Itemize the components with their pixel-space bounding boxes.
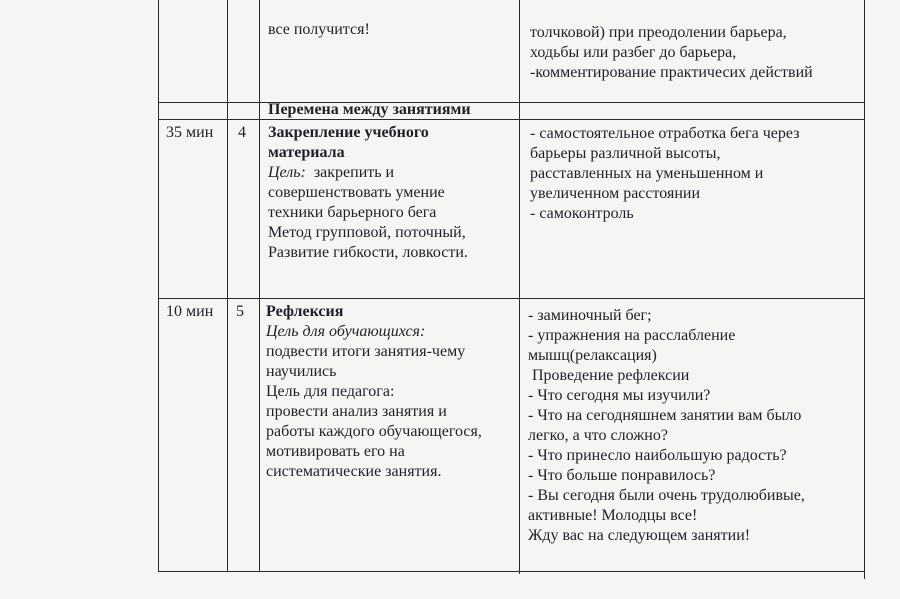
row5-time-text: 10 мин [166, 303, 214, 320]
activity-line: барьеры различной высоты, [530, 145, 721, 162]
table-border-row1 [158, 102, 865, 103]
row5-content-line: научились [266, 363, 337, 380]
table-border-col2 [259, 0, 260, 572]
row4-content-line: совершенствовать умение [268, 184, 445, 201]
row4-time [166, 123, 213, 143]
table-border-col3 [519, 0, 520, 574]
row4-activity-cell [530, 124, 800, 224]
activity-line: активные! Молодцы все! [528, 507, 698, 524]
activity-line: толчковой) при преодолении барьера, [530, 24, 787, 41]
row5-content-line: подвести итоги занятия-чему [266, 343, 466, 360]
activity-line: - Что принесло наибольшую радость? [528, 447, 787, 464]
row5-content-line: работы каждого обучающегося, [266, 423, 482, 440]
row4-number-text: 4 [238, 124, 246, 141]
row5-activity-cell [528, 306, 805, 546]
activity-line: - заминочный бег; [528, 307, 652, 324]
row4-content-line: Развитие гибкости, ловкости. [268, 244, 468, 261]
activity-line: - самоконтроль [530, 205, 634, 222]
activity-line: легко, а что сложно? [528, 427, 668, 444]
row4-title: материала [268, 144, 345, 161]
activity-line: мышц(релаксация) [528, 347, 657, 364]
row5-content-line: систематические занятия. [266, 463, 442, 480]
table-border-left [158, 0, 159, 572]
row5-title: Рефлексия [266, 303, 344, 320]
activity-line: ходьбы или разбег до барьера, [530, 44, 737, 61]
row4-number [238, 123, 246, 143]
continuation-activity-cell [530, 23, 813, 83]
row4-title: Закрепление учебного [268, 124, 429, 141]
activity-line: Проведение рефлексии [528, 367, 690, 384]
row5-content-line: провести анализ занятия и [266, 403, 447, 420]
continuation-content-cell [268, 20, 370, 40]
row5-goal-students: Цель для обучающихся: [266, 323, 426, 340]
activity-line: - Что больше понравилось? [528, 467, 716, 484]
table-border-col1 [227, 0, 228, 572]
activity-line: - Что на сегодняшнем занятии вам было [528, 407, 802, 424]
activity-line: - самостоятельное отработка бега через [530, 125, 800, 142]
activity-line: - Что сегодня мы изучили? [528, 387, 711, 404]
activity-line: Жду вас на следующем занятии! [528, 527, 751, 544]
row4-content-line: Метод групповой, поточный, [268, 224, 466, 241]
break-row-title: Перемена между занятиями [268, 101, 471, 118]
row4-time-text: 35 мин [166, 124, 214, 141]
activity-line: - Вы сегодня были очень трудолюбивые, [528, 487, 805, 504]
activity-line: -комментирование практичесих действий [530, 64, 813, 81]
row5-content-line: мотивировать его на [266, 443, 405, 460]
table-border-right [864, 0, 865, 579]
row5-number [236, 302, 244, 322]
activity-line: расставленных на уменьшенном и [530, 165, 764, 182]
row4-content-line: техники барьерного бега [268, 204, 437, 221]
table-border-bottom [158, 571, 865, 572]
row5-content-line: Цель для педагога: [266, 383, 395, 400]
row4-goal-line [268, 163, 468, 183]
row5-number-text: 5 [236, 303, 244, 320]
table-border-row3 [158, 298, 865, 299]
break-row-cell [268, 100, 471, 120]
row5-content-cell [266, 302, 482, 482]
activity-line: увеличенном расстоянии [530, 185, 701, 202]
row4-content-cell [268, 123, 468, 263]
continuation-content-text: все получится! [268, 21, 370, 38]
row4-goal-label: Цель: [268, 164, 306, 181]
activity-line: - упражнения на расслабление [528, 327, 736, 344]
row5-time [166, 302, 213, 322]
row4-goal-text: закрепить и [313, 164, 395, 181]
table-border-row2 [158, 119, 865, 120]
